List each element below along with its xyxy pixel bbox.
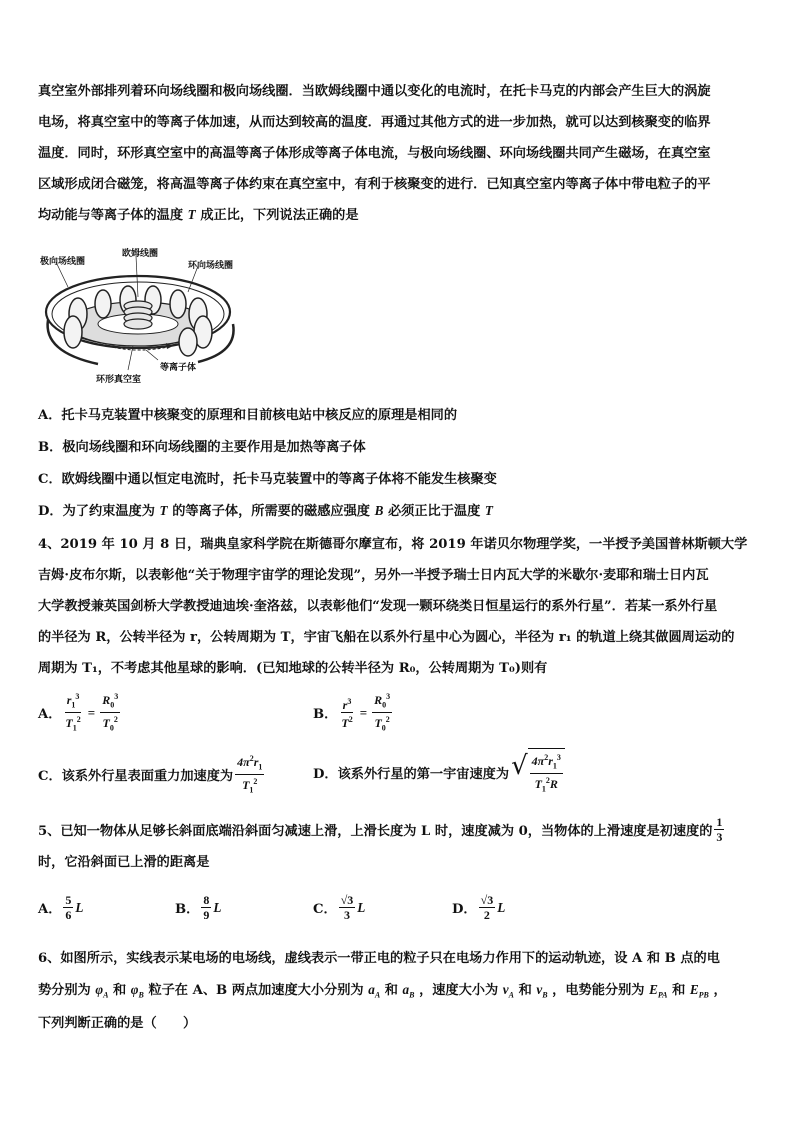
q5-line-2: 时，它沿斜面已上滑的距离是 bbox=[38, 855, 210, 870]
q4-option-d: D．该系外行星的第一宇宙速度为 √ $\frac{4\pi^2r_1^3}{T_1^2R}$ bbox=[313, 748, 565, 797]
intro-line-2: 电场，将真空室中的等离子体加速，从而达到较高的温度．再通过其他方式的进一步加热，就可以达到核聚变的临界 bbox=[38, 115, 711, 130]
q4-line-2: 吉姆·皮布尔斯，以表彰他“关于物理宇宙学的理论发现”，另外一半授予瑞士日内瓦大学的米歇尔·麦耶和瑞士日内瓦 bbox=[38, 568, 709, 583]
q5-option-c: C． $\frac{√3}{3}$ L bbox=[313, 893, 366, 922]
q3-option-d: D．为了约束温度为 T 的等离子体，所需要的磁感应强度 B 必须正比于温度 T bbox=[38, 503, 493, 519]
tokamak-figure bbox=[38, 242, 248, 387]
q4-line-5: 周期为 T₁，不考虑其他星球的影响．(已知地球的公转半径为 R₀，公转周期为 T₀)则有 bbox=[38, 661, 548, 676]
label-ohmic-coil: 欧姆线圈 bbox=[122, 249, 159, 259]
intro-line-4: 区域形成闭合磁笼，将高温等离子体约束在真空室中，有利于核聚变的进行．已知真空室内等离子体中带电粒子的平 bbox=[38, 177, 711, 192]
q4-line-4: 的半径为 R，公转半径为 r，公转周期为 T，宇宙飞船在以系外行星中心为圆心，半径为 r₁ 的轨道上绕其做圆周运动的 bbox=[38, 630, 735, 645]
q5-option-a: A． $\frac{5}{6}$ L bbox=[38, 893, 84, 922]
intro-line-3: 温度．同时，环形真空室中的高温等离子体形成等离子体电流，与极向场线圈、环向场线圈共同产生磁场，在真空室 bbox=[38, 146, 711, 161]
q4-line-1: 4、2019 年 10 月 8 日，瑞典皇家科学院在斯德哥尔摩宣布，将 2019 年诺贝尔物理学奖，一半授予美国普林斯顿大学 bbox=[38, 537, 748, 552]
fraction: $\frac{R_0^3}{T_0^2}$ bbox=[374, 692, 391, 733]
q5-line-1: 5、已知一物体从足够长斜面底端沿斜面匀减速上滑，上滑长度为 L 时，速度减为 0，当物体的上滑速度是初速度的 $\frac{1}{3}$ bbox=[38, 815, 723, 844]
q3-option-b: B．极向场线圈和环向场线圈的主要作用是加热等离子体 bbox=[38, 440, 366, 455]
q6-line-2: 势分别为 $\varphi_A$ 和 $\varphi_B$ 粒子在 A、B 两点加速度大小分别为 $a_A$ 和 $a_B$ ，速度大小为 $v_A$ 和 $v_B$ ，电势能分别为 $E_{PA}$ 和 $E_{PB}$ ， bbox=[38, 982, 727, 1000]
q4-line-3: 大学教授兼英国剑桥大学教授迪迪埃·奎洛兹，以表彰他们“发现一颗环绕类日恒星运行的系外行星”．若某一系外行星 bbox=[38, 599, 718, 614]
q4-option-a: A． $\frac{r_1^3}{T_1^2}$ = $\frac{R_0^3}{T_0^2}$ bbox=[38, 690, 122, 736]
label-plasma: 等离子体 bbox=[160, 363, 197, 373]
label-poloidal-coil: 极向场线圈 bbox=[40, 257, 86, 267]
sqrt-expression: √ $\frac{4\pi^2r_1^3}{T_1^2R}$ bbox=[511, 748, 565, 797]
intro-line-5: 均动能与等离子体的温度 T 成正比，下列说法正确的是 bbox=[38, 207, 359, 223]
q3-option-c: C．欧姆线圈中通以恒定电流时，托卡马克装置中的等离子体将不能发生核聚变 bbox=[38, 472, 497, 487]
fraction: $\frac{r^3}{T^2}$ bbox=[341, 697, 353, 731]
q3-option-a: A．托卡马克装置中核聚变的原理和目前核电站中核反应的原理是相同的 bbox=[38, 408, 458, 423]
q6-line-3: 下列判断正确的是（ ） bbox=[38, 1016, 197, 1031]
q5-option-b: B． $\frac{8}{9}$ L bbox=[175, 893, 222, 922]
label-toroidal-coil: 环向场线圈 bbox=[188, 261, 234, 271]
q4-option-c: C．该系外行星表面重力加速度为 $\frac{4\pi^2r_1}{T_1^2}$ bbox=[38, 752, 266, 798]
q5-option-d: D． $\frac{√3}{2}$ L bbox=[452, 893, 506, 922]
fraction: $\frac{R_0^3}{T_0^2}$ bbox=[102, 692, 119, 733]
intro-line-1: 真空室外部排列着环向场线圈和极向场线圈．当欧姆线圈中通以变化的电流时，在托卡马克的内部会产生巨大的涡旋 bbox=[38, 84, 711, 99]
label-vacuum-chamber: 环形真空室 bbox=[96, 375, 142, 385]
fraction: $\frac{r_1^3}{T_1^2}$ bbox=[65, 692, 81, 733]
q4-option-b: B． $\frac{r^3}{T^2}$ = $\frac{R_0^3}{T_0^2}$ bbox=[313, 690, 394, 736]
q6-line-1: 6、如图所示，实线表示某电场的电场线，虚线表示一带正电的粒子只在电场力作用下的运动轨迹，设 A 和 B 点的电 bbox=[38, 951, 720, 966]
fraction-one-third: $\frac{1}{3}$ bbox=[716, 815, 723, 844]
fraction: $\frac{4\pi^2r_1}{T_1^2}$ bbox=[237, 754, 263, 795]
